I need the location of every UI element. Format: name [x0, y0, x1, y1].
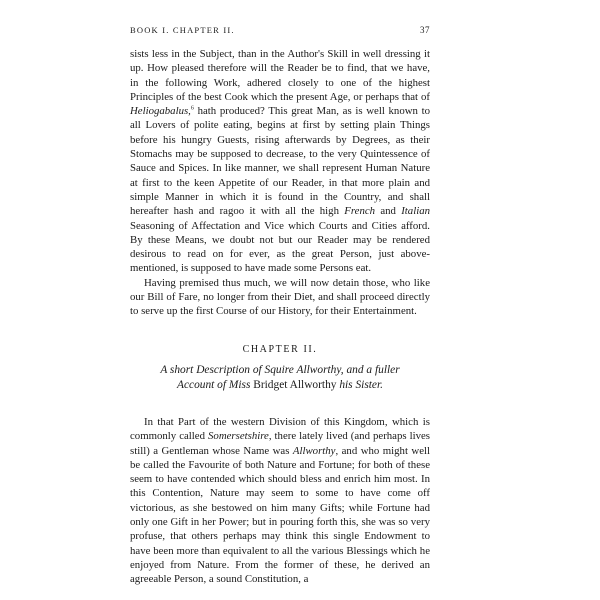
paragraph-allworthy: [130, 415, 430, 587]
text-run: hath produced? This great Man, as is well known to all Lovers of polite eating, begins at first by setting plain Things before his hungry Guests, rising afterwards by Degrees, as their Stomachs may be supposed to decrease, to the very Quintessence of Sauce and Spices. In like manner, we shall represent Human Nature at first to the keen Appetite of our Reader, in that more plain and simple Manner in which it is found in the Country, and shall hereafter hash and ragoo it with all the high: [130, 105, 430, 218]
chapter-title: [148, 363, 412, 393]
footnote-marker: 6: [190, 105, 194, 112]
text-run: , and who might well be called the Favourite of both Nature and Fortune; for both of these seem to have contended which should bless and enrich him most. In this Contention, Nature may seem to some to have come off victorious, as she bestowed on him many Gifts; while Fortune had only one Gift in her Power; but in pouring forth this, she was so very profuse, that others perhaps may think this single Endowment to have been more than equivalent to all the various Blessings which he enjoyed from Nature. From the former of these, he derived an agreeable Person, a sound Constitution, a: [130, 444, 430, 586]
italic-text: Somersetshire: [208, 430, 269, 443]
lower-text-block: [130, 415, 430, 587]
text-run: and: [375, 205, 402, 218]
text-run: sists less in the Subject, than in the Author's Skill in well dressing it up. How pleased therefore will the Reader be to find, that we have, in the following Work, adhered closely to one of the highest Principles of the best Cook which the present Age, or perhaps that of: [130, 48, 430, 103]
roman-text: Bridget Allworthy: [253, 379, 337, 391]
text-run: , there lately lived (and perhaps lives still) a Gentleman whose Name was: [130, 430, 431, 457]
page-number: 37: [420, 25, 430, 35]
text-run: Seasoning of Affectation and Vice which Courts and Cities afford. By these Means, we doubt not but our Reader may be rendered desirous to read on for ever, as the great Person, just above-mentioned, is supposed to have made some Persons eat.: [130, 219, 430, 275]
italic-text: his Sister.: [336, 379, 383, 391]
paragraph-continued: [130, 47, 430, 276]
italic-text: A short Description of Squire Allworthy, and a fuller Account of Miss: [160, 364, 400, 391]
running-head-title: BOOK I. CHAPTER II.: [130, 25, 235, 35]
italic-text: French: [344, 205, 376, 218]
upper-text-block: [130, 47, 430, 319]
text-run: In that Part of the western Division of this Kingdom, which is commonly called: [130, 416, 430, 443]
italic-text: Italian: [401, 205, 430, 218]
italic-text: Allworthy: [292, 444, 336, 457]
chapter-heading: CHAPTER II.: [242, 344, 318, 355]
paragraph-premised: [130, 276, 430, 319]
running-head: [130, 25, 430, 39]
text-run: Having premised thus much, we will now detain those, who like our Bill of Fare, no longer from their Diet, and shall proceed directly to serve up the first Course of our History, for their Entertainment.: [130, 276, 430, 318]
italic-text: Heliogabalus,: [130, 105, 191, 118]
